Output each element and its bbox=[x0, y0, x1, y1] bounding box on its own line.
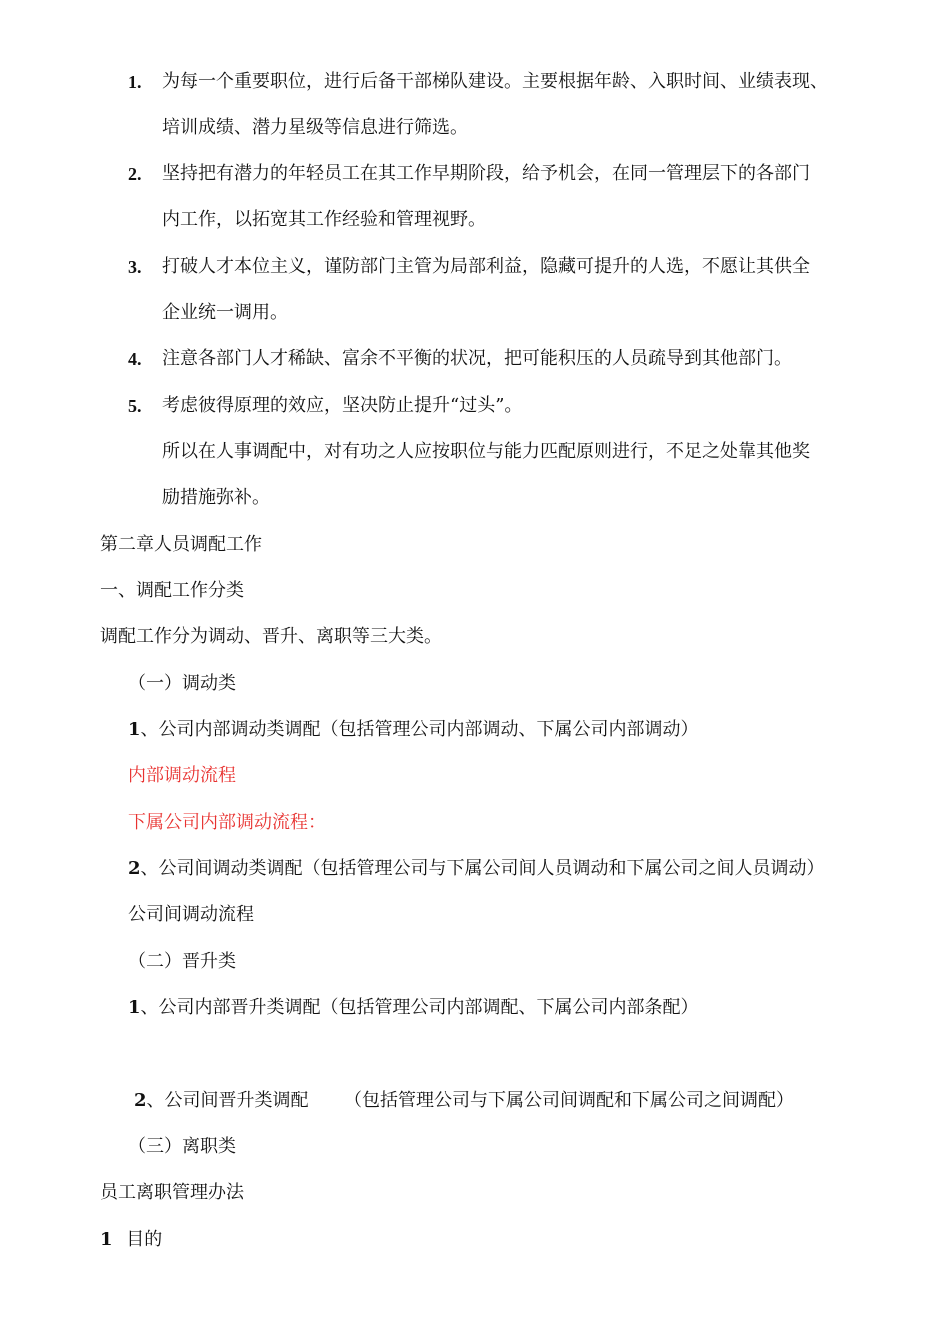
section-intro: 调配工作分为调动、晋升、离职等三大类。 bbox=[100, 626, 442, 647]
list-text: 企业统一调用。 bbox=[162, 302, 288, 323]
item-number: 1 bbox=[128, 997, 141, 1018]
list-number: 2. bbox=[128, 164, 142, 184]
chapter-title: 第二章人员调配工作 bbox=[100, 534, 262, 555]
promotion-heading: （二）晋升类 bbox=[128, 951, 236, 972]
list-text: 内工作，以拓宽其工作经验和管理视野。 bbox=[162, 209, 486, 230]
list-text: 坚持把有潜力的年轻员工在其工作早期阶段，给予机会，在同一管理层下的各部门 bbox=[162, 163, 810, 184]
list-text: 考虑彼得原理的效应，坚决防止提升“过头”。 bbox=[162, 395, 523, 416]
list-number: 1. bbox=[128, 72, 142, 92]
item-text: 目的 bbox=[126, 1229, 163, 1250]
resignation-item-1 bbox=[100, 1228, 162, 1252]
list-text: 励措施弥补。 bbox=[162, 487, 270, 508]
promotion-item-1 bbox=[128, 996, 699, 1020]
section-title: 一、调配工作分类 bbox=[100, 580, 244, 601]
item-text: 、公司内部晋升类调配（包括管理公司内部调配、下属公司内部条配） bbox=[140, 997, 699, 1018]
item-number: 1 bbox=[100, 1229, 113, 1250]
inter-company-transfer-flow: 公司间调动流程 bbox=[128, 904, 254, 925]
item-text: 、公司间晋升类调配 bbox=[146, 1090, 309, 1111]
internal-transfer-flow-link[interactable]: 内部调动流程 bbox=[128, 765, 236, 786]
list-text: 为每一个重要职位，进行后备干部梯队建设。主要根据年龄、入职时间、业绩表现、 bbox=[162, 71, 828, 92]
transfer-item-2 bbox=[128, 857, 825, 881]
item-number: 2 bbox=[128, 858, 141, 879]
list-number: 5. bbox=[128, 396, 142, 416]
list-text: 培训成绩、潜力星级等信息进行筛选。 bbox=[162, 117, 468, 138]
transfer-item-1 bbox=[128, 718, 699, 742]
promotion-item-2 bbox=[134, 1089, 309, 1113]
list-text: 所以在人事调配中，对有功之人应按职位与能力匹配原则进行，不足之处靠其他奖 bbox=[162, 441, 810, 462]
list-text: 注意各部门人才稀缺、富余不平衡的状况，把可能积压的人员疏导到其他部门。 bbox=[162, 348, 792, 369]
item-text: 、公司间调动类调配（包括管理公司与下属公司间人员调动和下属公司之间人员调动） bbox=[140, 858, 825, 879]
promotion-item-2-note: （包括管理公司与下属公司间调配和下属公司之间调配） bbox=[344, 1090, 794, 1111]
list-number: 3. bbox=[128, 257, 142, 277]
subsidiary-transfer-flow-link[interactable]: 下属公司内部调动流程： bbox=[128, 812, 326, 833]
item-number: 1 bbox=[128, 719, 141, 740]
item-number: 2 bbox=[134, 1090, 147, 1111]
list-text: 打破人才本位主义，谨防部门主管为局部利益，隐藏可提升的人选，不愿让其供全 bbox=[162, 256, 810, 277]
transfer-heading: （一）调动类 bbox=[128, 673, 236, 694]
resignation-title: 员工离职管理办法 bbox=[100, 1182, 244, 1203]
item-text: 、公司内部调动类调配（包括管理公司内部调动、下属公司内部调动） bbox=[140, 719, 699, 740]
resignation-heading: （三）离职类 bbox=[128, 1136, 236, 1157]
list-number: 4. bbox=[128, 349, 142, 369]
